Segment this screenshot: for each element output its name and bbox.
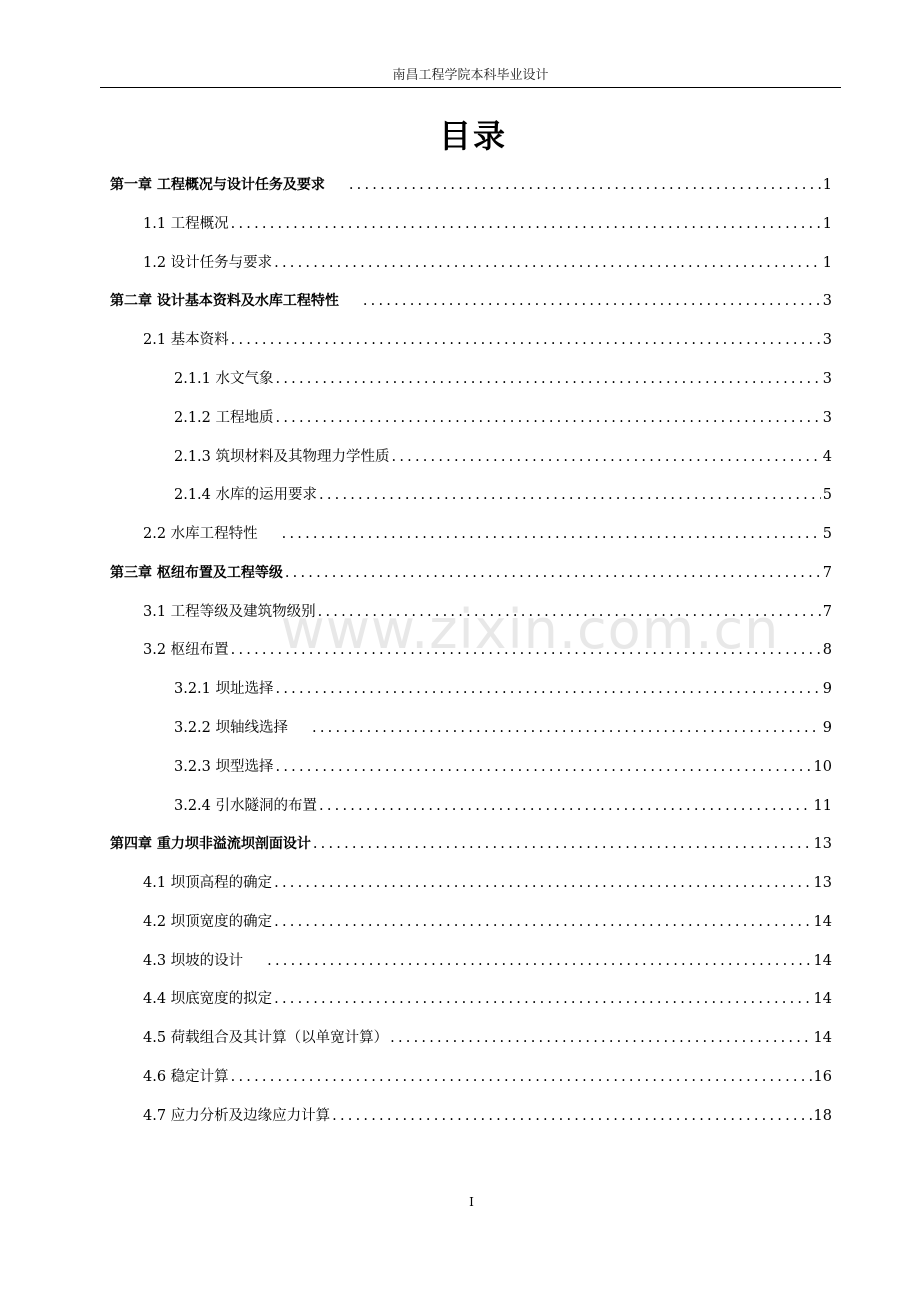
toc-page-number: 3: [822, 410, 832, 426]
toc-page-number: 7: [822, 604, 832, 620]
toc-label: 2.1.3 筑坝材料及其物理力学性质: [174, 449, 390, 465]
toc-leader: [276, 368, 821, 390]
toc-page-number: 13: [813, 836, 832, 852]
toc-page-number: 14: [813, 991, 832, 1007]
toc-leader: [363, 290, 821, 312]
toc-page-number: 9: [822, 720, 832, 736]
toc-leader: [332, 1105, 811, 1127]
toc-subsection-3-2-3[interactable]: [174, 756, 832, 778]
toc-subsection-2-1-2[interactable]: [174, 407, 832, 429]
toc-page-number: 1: [822, 216, 832, 232]
toc-page-number: 9: [822, 681, 832, 697]
toc-label: 1.2 设计任务与要求: [143, 255, 273, 271]
toc-label: 1.1 工程概况: [143, 216, 229, 232]
toc-label: 2.2 水库工程特性: [143, 526, 258, 542]
toc-leader: [274, 252, 821, 274]
toc-leader: [392, 446, 821, 468]
toc-section-4-5[interactable]: [143, 1027, 832, 1049]
toc-page-number: 5: [822, 526, 832, 542]
toc-label: 第一章 工程概况与设计任务及要求: [110, 177, 325, 193]
toc-label: 2.1.4 水库的运用要求: [174, 487, 318, 503]
toc-section-3-1[interactable]: [143, 601, 832, 623]
toc-page-number: 14: [813, 914, 832, 930]
toc-chapter-2[interactable]: [110, 290, 832, 312]
toc-subsection-2-1-4[interactable]: [174, 484, 832, 506]
toc-label: 2.1.1 水文气象: [174, 371, 274, 387]
toc-page-number: 13: [813, 875, 832, 891]
toc-leader: [390, 1027, 811, 1049]
toc-section-4-7[interactable]: [143, 1105, 832, 1127]
toc-label: 4.1 坝顶高程的确定: [143, 875, 273, 891]
toc-section-4-4[interactable]: [143, 988, 832, 1010]
toc-leader: [313, 833, 812, 855]
toc-title: 目录: [438, 117, 507, 155]
toc-label: 3.2.4 引水隧洞的布置: [174, 798, 318, 814]
toc-page-number: 16: [813, 1069, 832, 1085]
toc-page-number: 5: [822, 487, 832, 503]
page-number-footer: I: [469, 1195, 474, 1209]
toc-label: 3.2.2 坝轴线选择: [174, 720, 289, 736]
toc-leader: [231, 639, 821, 661]
toc-chapter-3[interactable]: [110, 562, 832, 584]
toc-label: 4.6 稳定计算: [143, 1069, 229, 1085]
toc-subsection-3-2-1[interactable]: [174, 678, 832, 700]
toc-leader: [274, 872, 811, 894]
toc-section-1-1[interactable]: [143, 213, 832, 235]
toc-label: 4.2 坝顶宽度的确定: [143, 914, 273, 930]
toc-page-number: 3: [822, 332, 832, 348]
toc-leader: [231, 329, 821, 351]
toc-label: 第二章 设计基本资料及水库工程特性: [110, 293, 339, 309]
toc-section-1-2[interactable]: [143, 252, 832, 274]
toc-label: 第三章 枢纽布置及工程等级: [110, 565, 283, 581]
watermark: www.zixin.com.cn: [280, 598, 780, 661]
toc-page-number: 10: [813, 759, 832, 775]
toc-page-number: 1: [822, 255, 832, 271]
toc-page-number: 3: [822, 293, 832, 309]
page-header: 南昌工程学院本科毕业设计: [392, 68, 549, 83]
toc-leader: [231, 1066, 812, 1088]
toc-leader: [276, 407, 821, 429]
toc-leader: [274, 988, 811, 1010]
toc-page-number: 14: [813, 1030, 832, 1046]
toc-section-2-1[interactable]: [143, 329, 832, 351]
toc-label: 2.1 基本资料: [143, 332, 229, 348]
toc-chapter-1[interactable]: [110, 174, 832, 196]
toc-leader: [231, 213, 821, 235]
toc-page-number: 4: [822, 449, 832, 465]
toc-page-number: 7: [822, 565, 832, 581]
toc-leader: [349, 174, 821, 196]
toc-page-number: 1: [822, 177, 832, 193]
toc-label: 第四章 重力坝非溢流坝剖面设计: [110, 836, 311, 852]
toc-leader: [267, 950, 811, 972]
toc-subsection-2-1-3[interactable]: [174, 446, 832, 468]
toc-leader: [312, 717, 821, 739]
toc-page-number: 3: [822, 371, 832, 387]
toc-leader: [282, 523, 821, 545]
toc-leader: [274, 911, 811, 933]
toc-page-number: 14: [813, 953, 832, 969]
toc-page-number: 8: [822, 642, 832, 658]
toc-page-number: 11: [813, 798, 832, 814]
toc-leader: [319, 484, 821, 506]
toc-section-3-2[interactable]: [143, 639, 832, 661]
toc-leader: [319, 795, 812, 817]
toc-label: 4.7 应力分析及边缘应力计算: [143, 1108, 331, 1124]
toc-label: 4.3 坝坡的设计: [143, 953, 244, 969]
toc-page-number: 18: [813, 1108, 832, 1124]
toc-leader: [276, 756, 812, 778]
toc-label: 4.5 荷载组合及其计算（以单宽计算）: [143, 1030, 389, 1046]
toc-leader: [285, 562, 821, 584]
toc-label: 3.2.3 坝型选择: [174, 759, 274, 775]
toc-subsection-3-2-4[interactable]: [174, 795, 832, 817]
toc-section-4-6[interactable]: [143, 1066, 832, 1088]
toc-section-4-3[interactable]: [143, 950, 832, 972]
toc-label: 3.2.1 坝址选择: [174, 681, 274, 697]
toc-section-2-2[interactable]: [143, 523, 832, 545]
toc-section-4-1[interactable]: [143, 872, 832, 894]
toc-label: 4.4 坝底宽度的拟定: [143, 991, 273, 1007]
toc-label: 2.1.2 工程地质: [174, 410, 274, 426]
toc-label: 3.2 枢纽布置: [143, 642, 229, 658]
toc-leader: [318, 601, 821, 623]
toc-subsection-2-1-1[interactable]: [174, 368, 832, 390]
toc-leader: [276, 678, 821, 700]
toc-label: 3.1 工程等级及建筑物级别: [143, 604, 316, 620]
toc-section-4-2[interactable]: [143, 911, 832, 933]
toc-chapter-4[interactable]: [110, 833, 832, 855]
toc-subsection-3-2-2[interactable]: [174, 717, 832, 739]
